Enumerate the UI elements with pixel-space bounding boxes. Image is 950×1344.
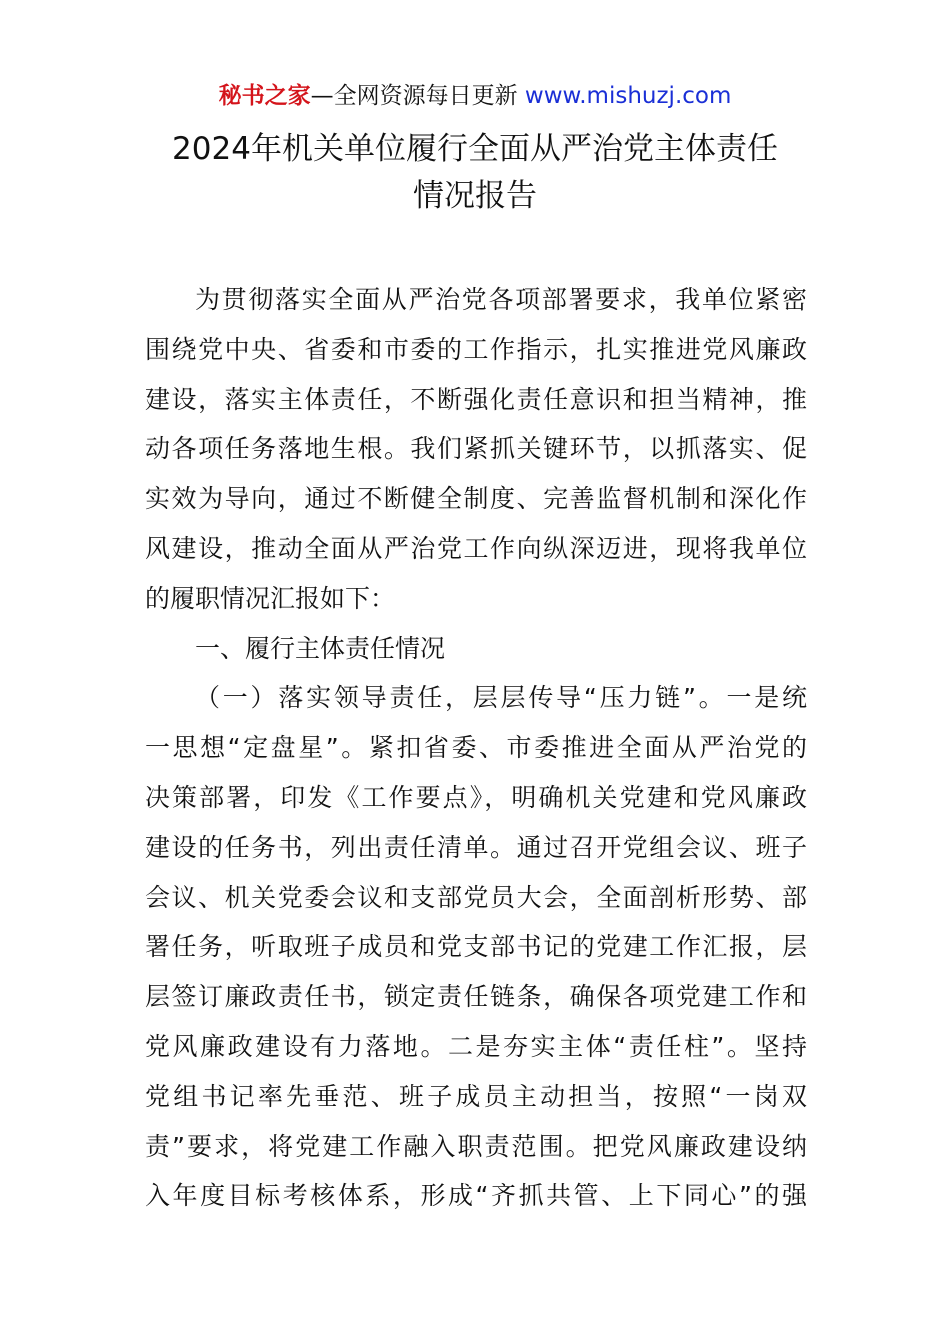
paragraph-line: 会议、机关党委会议和支部党员大会，全面剖析形势、部 xyxy=(145,882,807,912)
paragraph-line: 动各项任务落地生根。我们紧抓关键环节，以抓落实、促 xyxy=(145,434,807,464)
paragraph-line: 责”要求，将党建工作融入职责范围。把党风廉政建设纳 xyxy=(145,1131,807,1161)
paragraph-line: 风建设，推动全面从严治党工作向纵深迈进，现将我单位 xyxy=(145,533,807,563)
paragraph-line: 署任务，听取班子成员和党支部书记的党建工作汇报，层 xyxy=(145,932,807,962)
paragraph-line: 实效为导向，通过不断健全制度、完善监督机制和深化作 xyxy=(145,484,807,514)
paragraph-line: （一）落实领导责任，层层传导“压力链”。一是统 xyxy=(195,683,807,713)
section-heading: 一、履行主体责任情况 xyxy=(195,633,446,663)
document-body xyxy=(145,275,807,1221)
title-line-1: 2024年机关单位履行全面从严治党主体责任 xyxy=(172,131,778,167)
banner-tagline: —全网资源每日更新 xyxy=(310,83,525,109)
paragraph-line: 一思想“定盘星”。紧扣省委、市委推进全面从严治党的 xyxy=(145,733,807,763)
paragraph-line: 层签订廉政责任书，锁定责任链条，确保各项党建工作和 xyxy=(145,982,807,1012)
paragraph-line: 决策部署，印发《工作要点》，明确机关党建和党风廉政 xyxy=(145,782,807,812)
paragraph-line: 建设的任务书，列出责任清单。通过召开党组会议、班子 xyxy=(145,832,807,862)
title-line-2: 情况报告 xyxy=(413,178,537,214)
paragraph-line: 的履职情况汇报如下： xyxy=(145,583,396,613)
site-url[interactable]: www.mishuzj.com xyxy=(524,83,732,109)
document-title xyxy=(0,126,950,220)
paragraph-line: 党组书记率先垂范、班子成员主动担当，按照“一岗双 xyxy=(145,1081,807,1111)
brand-name: 秘书之家 xyxy=(218,83,311,109)
paragraph-line: 党风廉政建设有力落地。二是夯实主体“责任柱”。坚持 xyxy=(145,1031,807,1061)
paragraph-line: 围绕党中央、省委和市委的工作指示，扎实推进党风廉政 xyxy=(145,334,807,364)
paragraph-line: 建设，落实主体责任，不断强化责任意识和担当精神，推 xyxy=(145,384,807,414)
site-banner xyxy=(0,78,950,114)
paragraph-line: 入年度目标考核体系，形成“齐抓共管、上下同心”的强 xyxy=(145,1181,807,1211)
paragraph-line: 为贯彻落实全面从严治党各项部署要求，我单位紧密 xyxy=(195,285,807,314)
